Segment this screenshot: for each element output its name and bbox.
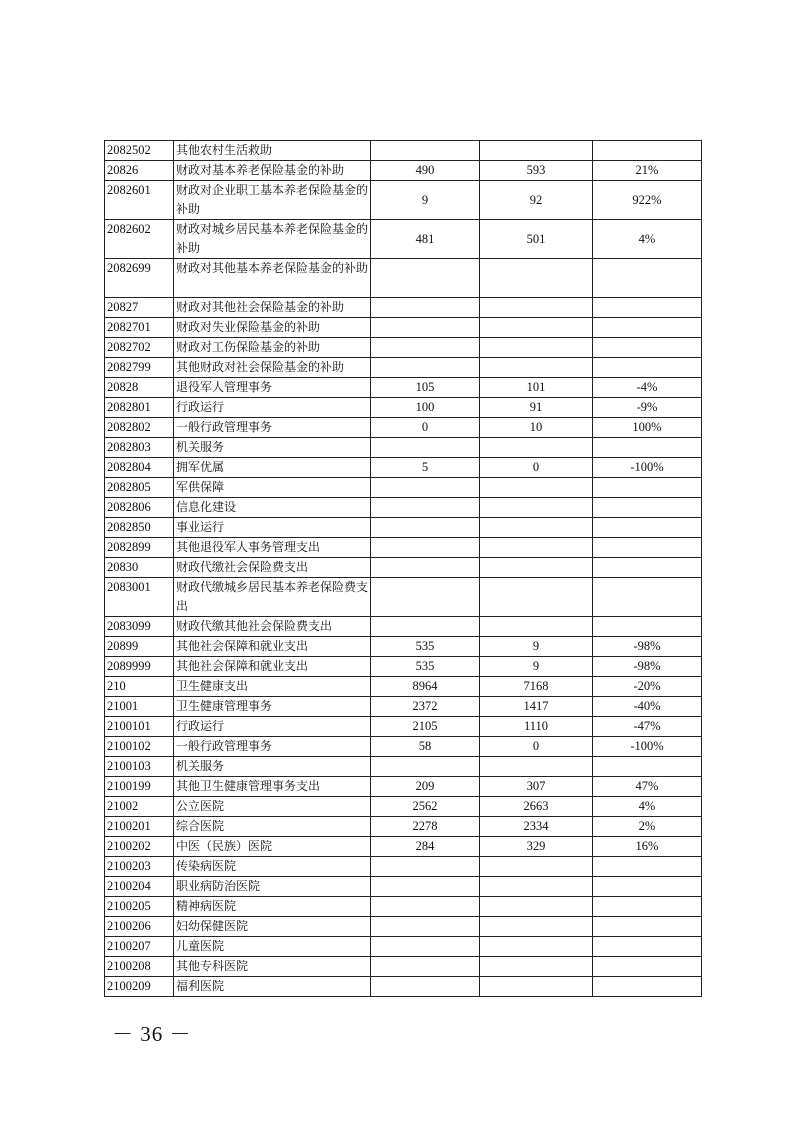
table-row xyxy=(105,917,702,937)
table-body xyxy=(105,141,702,997)
subject-name-cell: 妇幼保健医院 xyxy=(174,917,371,937)
amount-current-cell: 7168 xyxy=(480,677,593,697)
subject-name-cell: 卫生健康管理事务 xyxy=(174,697,371,717)
amount-prev-cell: 2278 xyxy=(371,817,480,837)
change-percent-cell: -100% xyxy=(593,458,702,478)
subject-code-cell: 2082699 xyxy=(105,259,174,298)
subject-name-cell: 其他专科医院 xyxy=(174,957,371,977)
subject-code-cell: 210 xyxy=(105,677,174,697)
amount-prev-cell xyxy=(371,538,480,558)
amount-prev-cell xyxy=(371,877,480,897)
table-row xyxy=(105,538,702,558)
change-percent-cell: 100% xyxy=(593,418,702,438)
change-percent-cell xyxy=(593,298,702,318)
subject-name-cell: 财政代缴城乡居民基本养老保险费支出 xyxy=(174,578,371,617)
subject-code-cell: 20827 xyxy=(105,298,174,318)
table-row xyxy=(105,220,702,259)
change-percent-cell: -47% xyxy=(593,717,702,737)
subject-code-cell: 20830 xyxy=(105,558,174,578)
amount-prev-cell: 209 xyxy=(371,777,480,797)
table-row xyxy=(105,318,702,338)
table-row xyxy=(105,757,702,777)
change-percent-cell xyxy=(593,259,702,298)
subject-name-cell: 财政对其他社会保险基金的补助 xyxy=(174,298,371,318)
subject-name-cell: 儿童医院 xyxy=(174,937,371,957)
change-percent-cell xyxy=(593,957,702,977)
amount-prev-cell: 9 xyxy=(371,181,480,220)
table-row xyxy=(105,697,702,717)
change-percent-cell xyxy=(593,578,702,617)
table-row xyxy=(105,777,702,797)
subject-name-cell: 其他财政对社会保险基金的补助 xyxy=(174,358,371,378)
subject-name-cell: 财政对城乡居民基本养老保险基金的补助 xyxy=(174,220,371,259)
change-percent-cell xyxy=(593,358,702,378)
amount-prev-cell: 2562 xyxy=(371,797,480,817)
table-row xyxy=(105,181,702,220)
subject-name-cell: 其他社会保障和就业支出 xyxy=(174,637,371,657)
amount-prev-cell xyxy=(371,141,480,161)
table-row xyxy=(105,498,702,518)
table-row xyxy=(105,418,702,438)
amount-current-cell: 0 xyxy=(480,458,593,478)
subject-code-cell: 2082804 xyxy=(105,458,174,478)
amount-prev-cell xyxy=(371,757,480,777)
subject-code-cell: 2082803 xyxy=(105,438,174,458)
table-row xyxy=(105,438,702,458)
table-row xyxy=(105,637,702,657)
amount-prev-cell: 535 xyxy=(371,657,480,677)
table-row xyxy=(105,977,702,997)
change-percent-cell xyxy=(593,897,702,917)
amount-prev-cell: 58 xyxy=(371,737,480,757)
table-row xyxy=(105,657,702,677)
amount-prev-cell xyxy=(371,957,480,977)
subject-code-cell: 2100206 xyxy=(105,917,174,937)
change-percent-cell xyxy=(593,498,702,518)
subject-code-cell: 2100207 xyxy=(105,937,174,957)
table-row xyxy=(105,358,702,378)
table-row xyxy=(105,578,702,617)
table-row xyxy=(105,737,702,757)
subject-code-cell: 2100208 xyxy=(105,957,174,977)
budget-table xyxy=(104,140,702,997)
amount-current-cell xyxy=(480,617,593,637)
amount-prev-cell: 0 xyxy=(371,418,480,438)
subject-code-cell: 2100199 xyxy=(105,777,174,797)
change-percent-cell: -4% xyxy=(593,378,702,398)
amount-current-cell xyxy=(480,338,593,358)
subject-name-cell: 财政对其他基本养老保险基金的补助 xyxy=(174,259,371,298)
subject-name-cell: 行政运行 xyxy=(174,398,371,418)
change-percent-cell: -98% xyxy=(593,657,702,677)
amount-current-cell: 2663 xyxy=(480,797,593,817)
amount-current-cell xyxy=(480,538,593,558)
amount-prev-cell: 8964 xyxy=(371,677,480,697)
amount-prev-cell: 535 xyxy=(371,637,480,657)
table-row xyxy=(105,617,702,637)
amount-prev-cell xyxy=(371,259,480,298)
change-percent-cell xyxy=(593,977,702,997)
subject-name-cell: 精神病医院 xyxy=(174,897,371,917)
subject-name-cell: 一般行政管理事务 xyxy=(174,418,371,438)
change-percent-cell xyxy=(593,617,702,637)
amount-prev-cell xyxy=(371,897,480,917)
amount-prev-cell xyxy=(371,617,480,637)
change-percent-cell: -40% xyxy=(593,697,702,717)
amount-current-cell xyxy=(480,957,593,977)
change-percent-cell: -98% xyxy=(593,637,702,657)
amount-current-cell: 0 xyxy=(480,737,593,757)
subject-code-cell: 2082801 xyxy=(105,398,174,418)
amount-current-cell: 92 xyxy=(480,181,593,220)
amount-current-cell: 329 xyxy=(480,837,593,857)
amount-current-cell: 10 xyxy=(480,418,593,438)
change-percent-cell xyxy=(593,438,702,458)
subject-code-cell: 2082701 xyxy=(105,318,174,338)
change-percent-cell xyxy=(593,937,702,957)
table-row xyxy=(105,338,702,358)
change-percent-cell xyxy=(593,141,702,161)
table-row xyxy=(105,857,702,877)
subject-name-cell: 综合医院 xyxy=(174,817,371,837)
subject-code-cell: 20828 xyxy=(105,378,174,398)
subject-code-cell: 20899 xyxy=(105,637,174,657)
subject-code-cell: 2100205 xyxy=(105,897,174,917)
subject-name-cell: 财政代缴社会保险费支出 xyxy=(174,558,371,578)
change-percent-cell: -100% xyxy=(593,737,702,757)
amount-current-cell: 1417 xyxy=(480,697,593,717)
change-percent-cell xyxy=(593,558,702,578)
subject-code-cell: 2082601 xyxy=(105,181,174,220)
table-row xyxy=(105,717,702,737)
subject-code-cell: 2082799 xyxy=(105,358,174,378)
amount-prev-cell xyxy=(371,578,480,617)
table-row xyxy=(105,161,702,181)
amount-prev-cell: 105 xyxy=(371,378,480,398)
amount-current-cell xyxy=(480,558,593,578)
subject-name-cell: 其他社会保障和就业支出 xyxy=(174,657,371,677)
subject-code-cell: 2100201 xyxy=(105,817,174,837)
subject-code-cell: 2082899 xyxy=(105,538,174,558)
amount-current-cell xyxy=(480,897,593,917)
subject-name-cell: 其他退役军人事务管理支出 xyxy=(174,538,371,558)
subject-code-cell: 2082602 xyxy=(105,220,174,259)
amount-current-cell xyxy=(480,857,593,877)
amount-current-cell xyxy=(480,757,593,777)
subject-code-cell: 21001 xyxy=(105,697,174,717)
subject-code-cell: 2082805 xyxy=(105,478,174,498)
subject-code-cell: 20826 xyxy=(105,161,174,181)
table-row xyxy=(105,937,702,957)
table-row xyxy=(105,141,702,161)
table-row xyxy=(105,677,702,697)
subject-name-cell: 财政对企业职工基本养老保险基金的补助 xyxy=(174,181,371,220)
amount-current-cell xyxy=(480,937,593,957)
subject-code-cell: 2089999 xyxy=(105,657,174,677)
amount-current-cell xyxy=(480,578,593,617)
amount-current-cell: 9 xyxy=(480,637,593,657)
subject-code-cell: 2082850 xyxy=(105,518,174,538)
amount-current-cell xyxy=(480,478,593,498)
table-row xyxy=(105,817,702,837)
subject-name-cell: 机关服务 xyxy=(174,438,371,458)
subject-name-cell: 职业病防治医院 xyxy=(174,877,371,897)
subject-name-cell: 机关服务 xyxy=(174,757,371,777)
subject-code-cell: 2100209 xyxy=(105,977,174,997)
amount-prev-cell xyxy=(371,917,480,937)
amount-prev-cell xyxy=(371,498,480,518)
amount-prev-cell: 490 xyxy=(371,161,480,181)
amount-current-cell xyxy=(480,518,593,538)
amount-prev-cell xyxy=(371,937,480,957)
amount-prev-cell xyxy=(371,518,480,538)
change-percent-cell: -9% xyxy=(593,398,702,418)
change-percent-cell xyxy=(593,518,702,538)
amount-prev-cell xyxy=(371,298,480,318)
subject-name-cell: 拥军优属 xyxy=(174,458,371,478)
subject-code-cell: 2100103 xyxy=(105,757,174,777)
subject-name-cell: 卫生健康支出 xyxy=(174,677,371,697)
table-row xyxy=(105,259,702,298)
subject-code-cell: 2100203 xyxy=(105,857,174,877)
amount-current-cell: 2334 xyxy=(480,817,593,837)
subject-name-cell: 公立医院 xyxy=(174,797,371,817)
amount-prev-cell: 2372 xyxy=(371,697,480,717)
table-row xyxy=(105,378,702,398)
amount-current-cell xyxy=(480,498,593,518)
amount-prev-cell: 481 xyxy=(371,220,480,259)
subject-name-cell: 行政运行 xyxy=(174,717,371,737)
subject-code-cell: 2082806 xyxy=(105,498,174,518)
subject-name-cell: 福利医院 xyxy=(174,977,371,997)
amount-prev-cell: 100 xyxy=(371,398,480,418)
change-percent-cell: -20% xyxy=(593,677,702,697)
table-row xyxy=(105,398,702,418)
change-percent-cell xyxy=(593,338,702,358)
change-percent-cell: 21% xyxy=(593,161,702,181)
change-percent-cell: 2% xyxy=(593,817,702,837)
change-percent-cell: 4% xyxy=(593,797,702,817)
subject-code-cell: 2082702 xyxy=(105,338,174,358)
table-row xyxy=(105,797,702,817)
amount-current-cell xyxy=(480,917,593,937)
amount-prev-cell xyxy=(371,338,480,358)
amount-current-cell: 501 xyxy=(480,220,593,259)
amount-prev-cell xyxy=(371,857,480,877)
amount-current-cell xyxy=(480,877,593,897)
amount-prev-cell xyxy=(371,977,480,997)
subject-name-cell: 财政对工伤保险基金的补助 xyxy=(174,338,371,358)
change-percent-cell: 47% xyxy=(593,777,702,797)
table-row xyxy=(105,478,702,498)
subject-name-cell: 中医（民族）医院 xyxy=(174,837,371,857)
amount-prev-cell xyxy=(371,438,480,458)
change-percent-cell xyxy=(593,757,702,777)
subject-code-cell: 2083099 xyxy=(105,617,174,637)
amount-prev-cell xyxy=(371,478,480,498)
change-percent-cell: 922% xyxy=(593,181,702,220)
subject-name-cell: 财政对失业保险基金的补助 xyxy=(174,318,371,338)
amount-current-cell xyxy=(480,438,593,458)
amount-current-cell xyxy=(480,358,593,378)
table-row xyxy=(105,897,702,917)
subject-name-cell: 退役军人管理事务 xyxy=(174,378,371,398)
change-percent-cell xyxy=(593,917,702,937)
subject-name-cell: 一般行政管理事务 xyxy=(174,737,371,757)
subject-name-cell: 传染病医院 xyxy=(174,857,371,877)
amount-current-cell xyxy=(480,141,593,161)
table-row xyxy=(105,837,702,857)
amount-prev-cell xyxy=(371,358,480,378)
table-row xyxy=(105,458,702,478)
subject-code-cell: 2100202 xyxy=(105,837,174,857)
amount-current-cell xyxy=(480,298,593,318)
change-percent-cell xyxy=(593,538,702,558)
amount-current-cell: 9 xyxy=(480,657,593,677)
amount-prev-cell: 284 xyxy=(371,837,480,857)
amount-current-cell: 1110 xyxy=(480,717,593,737)
table-row xyxy=(105,518,702,538)
subject-name-cell: 其他农村生活救助 xyxy=(174,141,371,161)
amount-current-cell: 307 xyxy=(480,777,593,797)
change-percent-cell: 4% xyxy=(593,220,702,259)
amount-prev-cell: 5 xyxy=(371,458,480,478)
amount-current-cell: 593 xyxy=(480,161,593,181)
amount-current-cell: 91 xyxy=(480,398,593,418)
subject-name-cell: 军供保障 xyxy=(174,478,371,498)
page-number: － 36 － xyxy=(112,1022,192,1046)
amount-current-cell xyxy=(480,259,593,298)
table-row xyxy=(105,877,702,897)
subject-name-cell: 财政代缴其他社会保险费支出 xyxy=(174,617,371,637)
change-percent-cell xyxy=(593,478,702,498)
change-percent-cell xyxy=(593,877,702,897)
subject-code-cell: 2083001 xyxy=(105,578,174,617)
amount-prev-cell xyxy=(371,558,480,578)
amount-current-cell xyxy=(480,977,593,997)
subject-code-cell: 2082502 xyxy=(105,141,174,161)
subject-code-cell: 2100204 xyxy=(105,877,174,897)
amount-current-cell xyxy=(480,318,593,338)
change-percent-cell: 16% xyxy=(593,837,702,857)
amount-current-cell: 101 xyxy=(480,378,593,398)
subject-name-cell: 财政对基本养老保险基金的补助 xyxy=(174,161,371,181)
table-row xyxy=(105,298,702,318)
subject-name-cell: 信息化建设 xyxy=(174,498,371,518)
subject-name-cell: 其他卫生健康管理事务支出 xyxy=(174,777,371,797)
change-percent-cell xyxy=(593,318,702,338)
subject-code-cell: 21002 xyxy=(105,797,174,817)
subject-name-cell: 事业运行 xyxy=(174,518,371,538)
change-percent-cell xyxy=(593,857,702,877)
amount-prev-cell xyxy=(371,318,480,338)
amount-prev-cell: 2105 xyxy=(371,717,480,737)
table-row xyxy=(105,558,702,578)
subject-code-cell: 2100102 xyxy=(105,737,174,757)
subject-code-cell: 2082802 xyxy=(105,418,174,438)
subject-code-cell: 2100101 xyxy=(105,717,174,737)
table-row xyxy=(105,957,702,977)
